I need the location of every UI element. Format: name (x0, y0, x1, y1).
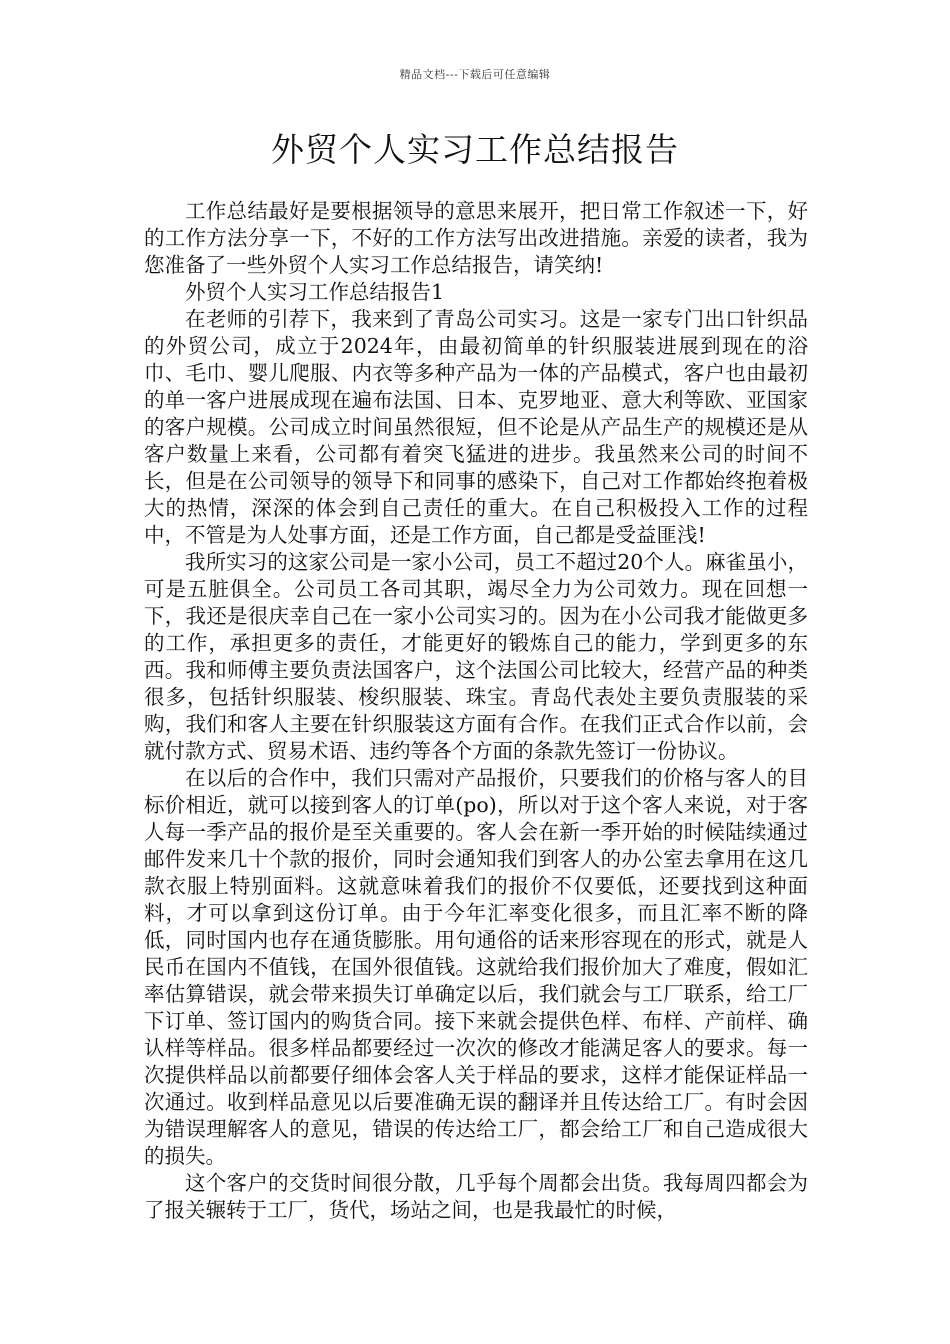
document-body (144, 198, 808, 1224)
paragraph: 我所实习的这家公司是一家小公司，员工不超过20个人。麻雀虽小，可是五脏俱全。公司员工各司其职，竭尽全力为公司效力。现在回想一下，我还是很庆幸自己在一家小公司实习的。因为在小公司我才能做更多的工作，承担更多的责任，才能更好的锻炼自己的能力，学到更多的东西。我和师傅主要负责法国客户，这个法国公司比较大，经营产品的种类很多，包括针织服装、梭织服装、珠宝。青岛代表处主要负责服装的采购，我们和客人主要在针织服装这方面有合作。在我们正式合作以前，会就付款方式、贸易术语、违约等各个方面的条款先签订一份协议。 (144, 550, 808, 763)
paragraph: 这个客户的交货时间很分散，几乎每个周都会出货。我每周四都会为了报关辗转于工厂，货代，场站之间，也是我最忙的时候， (144, 1171, 808, 1222)
paragraph: 在老师的引荐下，我来到了青岛公司实习。这是一家专门出口针织品的外贸公司，成立于2024年，由最初简单的针织服装进展到现在的浴巾、毛巾、婴儿爬服、内衣等多种产品为一体的产品模式，客户也由最初的单一客户进展成现在遍布法国、日本、克罗地亚、意大利等欧、亚国家的客户规模。公司成立时间虽然很短，但不论是从产品生产的规模还是从客户数量上来看，公司都有着突飞猛进的进步。我虽然来公司的时间不长，但是在公司领导的领导下和同事的感染下，自己对工作都始终抱着极大的热情，深深的体会到自己责任的重大。在自己积极投入工作的过程中，不管是为人处事方面，还是工作方面，自己都是受益匪浅! (144, 307, 808, 547)
section-heading: 外贸个人实习工作总结报告1 (185, 280, 445, 304)
document-title: 外贸个人实习工作总结报告 (271, 130, 679, 169)
paragraph: 在以后的合作中，我们只需对产品报价，只要我们的价格与客人的目标价相近，就可以接到客人的订单(po)，所以对于这个客人来说，对于客人每一季产品的报价是至关重要的。客人会在新一季开始的时候陆续通过邮件发来几十个款的报价，同时会通知我们到客人的办公室去拿用在这几款衣服上特别面料。这就意味着我们的报价不仅要低，还要找到这种面料，才可以拿到这份订单。由于今年汇率变化很多，而且汇率不断的降低，同时国内也存在通货膨胀。用句通俗的话来形容现在的形式，就是人民币在国内不值钱，在国外很值钱。这就给我们报价加大了难度，假如汇率估算错误，就会带来损失订单确定以后，我们就会与工厂联系，给工厂下订单、签订国内的购货合同。接下来就会提供色样、布样、产前样、确认样等样品。很多样品都要经过一次次的修改才能满足客人的要求。每一次提供样品以前都要仔细体会客人关于样品的要求，这样才能保证样品一次通过。收到样品意见以后要准确无误的翻译并且传达给工厂。有时会因为错误理解客人的意见，错误的传达给工厂，都会给工厂和自己造成很大的损失。 (144, 766, 808, 1168)
header-note: 精品文档---下载后可任意编辑 (399, 68, 551, 81)
paragraph-intro: 工作总结最好是要根据领导的意思来展开，把日常工作叙述一下，好的工作方法分享一下，不好的工作方法写出改进措施。亲爱的读者，我为您准备了一些外贸个人实习工作总结报告，请笑纳! (144, 199, 808, 277)
